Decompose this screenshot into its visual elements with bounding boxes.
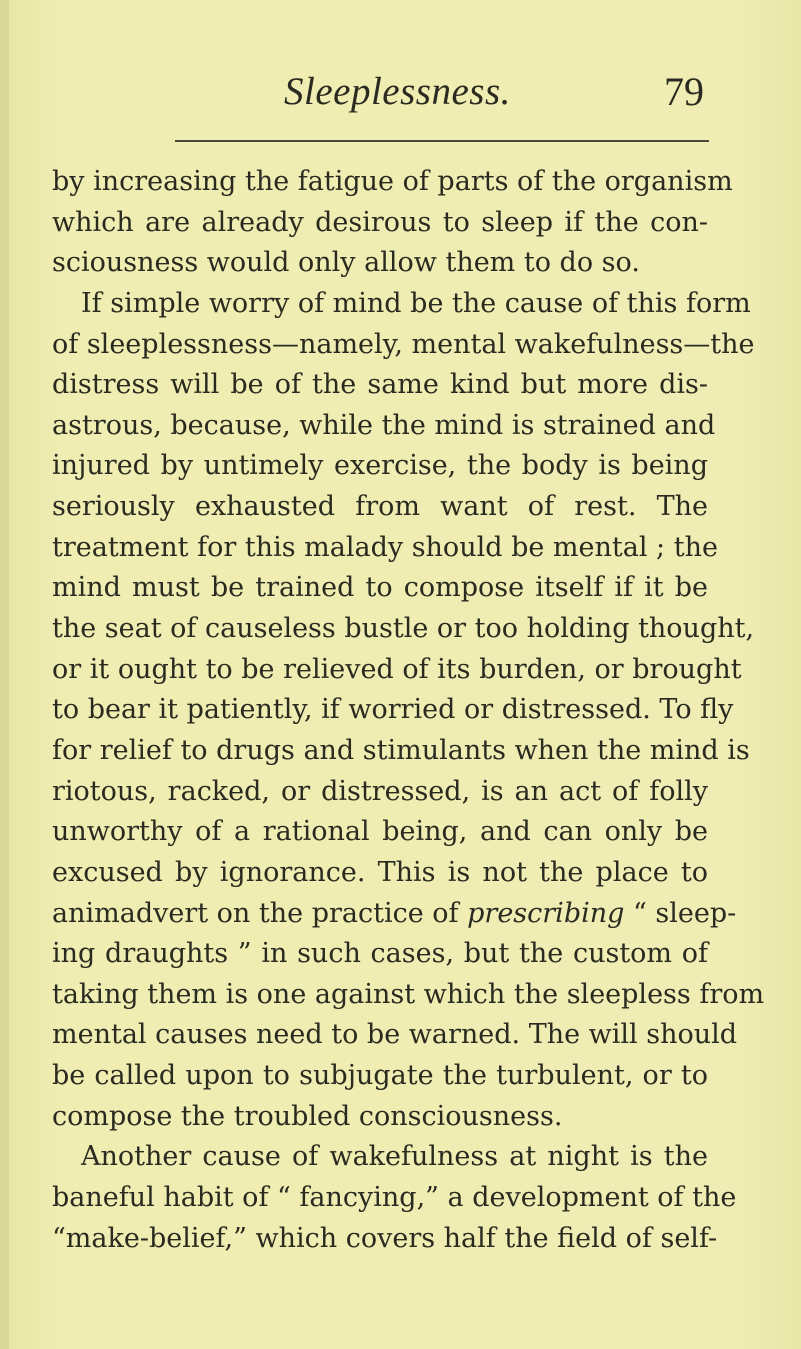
text-line: distress will be of the same kind but more dis-: [52, 369, 708, 401]
text-line: Another cause of wakefulness at night is the: [81, 1141, 708, 1173]
text-line: unworthy of a rational being, and can only be: [52, 816, 708, 848]
text-segment: “ sleep-: [624, 897, 737, 929]
text-line: If simple worry of mind be the cause of this form: [81, 287, 751, 319]
text-line: mental causes need to be warned. The will should: [52, 1019, 738, 1051]
text-line: excused by ignorance. This is not the place to: [52, 856, 708, 888]
text-line: taking them is one against which the sleepless from: [52, 978, 765, 1010]
text-line: sciousness would only allow them to do so.: [52, 247, 640, 279]
text-line: baneful habit of “ fancying,” a development of the: [52, 1182, 737, 1214]
text-line: to bear it patiently, if worried or distressed. To fly: [52, 694, 734, 726]
text-line: compose the troubled consciousness.: [52, 1100, 563, 1132]
running-title: Sleeplessness.: [284, 70, 511, 113]
page-number: 79: [664, 69, 704, 114]
text-line: or it ought to be relieved of its burden, or brought: [52, 653, 742, 685]
text-line: astrous, because, while the mind is strained and: [52, 409, 716, 441]
text-line: the seat of causeless bustle or too holding thought,: [52, 613, 755, 645]
text-segment: animadvert on the practice of: [52, 897, 468, 929]
header-rule: [175, 140, 709, 142]
text-line: riotous, racked, or distressed, is an act of folly: [52, 775, 708, 807]
text-line: ing draughts ” in such cases, but the custom of: [52, 938, 708, 970]
text-line: of sleeplessness—namely, mental wakefulness—the: [52, 328, 755, 360]
text-line: mind must be trained to compose itself if it be: [52, 572, 708, 604]
text-line: by increasing the fatigue of parts of the organism: [52, 166, 733, 197]
text-line: “make-belief,” which covers half the field of self-: [52, 1222, 718, 1254]
text-line-with-italic: [52, 894, 737, 935]
text-line: seriously exhausted from want of rest. The: [52, 491, 708, 523]
page-gutter-edge: [0, 0, 9, 1349]
text-line: which are already desirous to sleep if the con-: [52, 206, 708, 238]
text-line: injured by untimely exercise, the body is being: [52, 450, 708, 482]
page-header: [52, 69, 760, 132]
text-line: treatment for this malady should be mental ; the: [52, 531, 718, 563]
italic-term: prescribing: [467, 897, 625, 929]
text-line: be called upon to subjugate the turbulent, or to: [52, 1060, 708, 1092]
body-text: [52, 162, 765, 1259]
text-line: for relief to drugs and stimulants when the mind is: [52, 734, 750, 766]
